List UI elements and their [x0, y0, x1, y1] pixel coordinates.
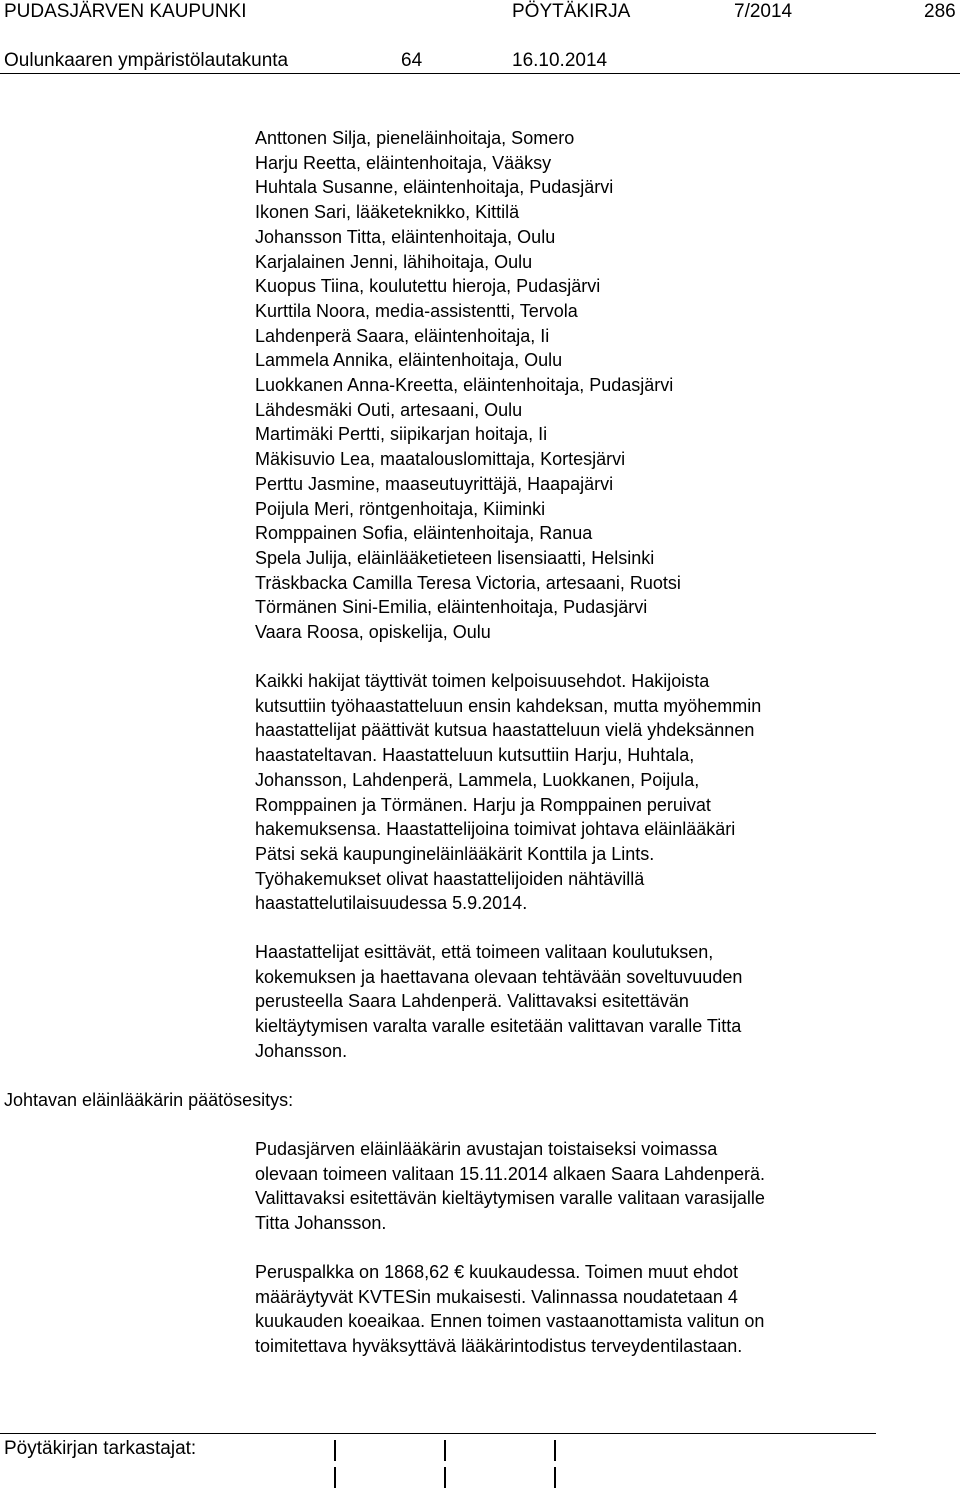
signature-line: [554, 1467, 556, 1488]
signature-line: [444, 1467, 446, 1488]
list-item: Kuopus Tiina, koulutettu hieroja, Pudasjärvi: [255, 276, 601, 297]
list-item: Vaara Roosa, opiskelija, Oulu: [255, 622, 491, 643]
salary-paragraph: Peruspalkka on 1868,62 € kuukaudessa. Toimen muut ehdot määräytyvät KVTESin mukaisesti. Valinnassa noudatetaan 4 kuukauden koeaikaa. Ennen toimen vastaanottamista valitun on toimitettava hyväksyttävä lääkärintodistus terveydentilastaan.: [255, 1262, 765, 1357]
list-item: Harju Reetta, eläintenhoitaja, Vääksy: [255, 152, 552, 173]
list-item: Romppainen Sofia, eläintenhoitaja, Ranua: [255, 523, 593, 544]
list-item: Kurttila Noora, media-assistentti, Tervola: [255, 300, 578, 321]
interviews-paragraph: Kaikki hakijat täyttivät toimen kelpoisuusehdot. Hakijoista kutsuttiin työhaastatteluun ensin kahdeksan, mutta myöhemmin haastattelijat päättivät kutsua haastatteluun vielä yhdeksännen haastateltavan. Haastatteluun kutsuttiin Harju, Huhtala, Johansson, Lahdenperä, Lammela, Luokkanen, Poijula, Romppainen ja Törmänen. Harju ja Romppainen peruivat hakemuksensa. Haastattelijoina toimivat johtava eläinlääkäri Pätsi sekä kaupungineläinlääkärit Konttila ja Lints. Työhakemukset olivat haastattelijoiden nähtävillä haastattelutilaisuudessa 5.9.2014.: [255, 671, 762, 914]
list-item: Lähdesmäki Outi, artesaani, Oulu: [255, 399, 523, 420]
list-item: Johansson Titta, eläintenhoitaja, Oulu: [255, 226, 556, 247]
recommendation-paragraph: Haastattelijat esittävät, että toimeen valitaan koulutuksen, kokemuksen ja haettavana olevaan tehtävään soveltuvuuden perusteella Saara Lahdenperä. Valittavaksi esitettävän kieltäytymisen varalta varalle esitetään valittavan varalle Titta Johansson.: [255, 942, 743, 1061]
committee-name: Oulunkaaren ympäristölautakunta: [4, 50, 289, 71]
list-item: Huhtala Susanne, eläintenhoitaja, Pudasjärvi: [255, 177, 614, 198]
list-item: Martimäki Pertti, siipikarjan hoitaja, Ii: [255, 424, 548, 445]
list-item: Ikonen Sari, lääketeknikko, Kittilä: [255, 202, 520, 223]
list-item: Perttu Jasmine, maaseutuyrittäjä, Haapajärvi: [255, 473, 614, 494]
list-item: Träskbacka Camilla Teresa Victoria, artesaani, Ruotsi: [255, 572, 681, 593]
issue-number: 7/2014: [734, 1, 793, 22]
list-item: Luokkanen Anna-Kreetta, eläintenhoitaja, Pudasjärvi: [255, 375, 674, 396]
signature-line: [444, 1440, 446, 1461]
list-item: Spela Julija, eläinlääketieteen lisensiaatti, Helsinki: [255, 547, 655, 568]
signature-line: [334, 1467, 336, 1488]
list-item: Lahdenperä Saara, eläintenhoitaja, Ii: [255, 325, 550, 346]
footer-rule: [0, 1433, 876, 1434]
list-item: Poijula Meri, röntgenhoitaja, Kiiminki: [255, 498, 546, 519]
page-number: 286: [924, 1, 956, 22]
section-number: 64: [401, 50, 423, 71]
signature-line: [334, 1440, 336, 1461]
reviewers-label: Pöytäkirjan tarkastajat:: [4, 1438, 197, 1459]
list-item: Lammela Annika, eläintenhoitaja, Oulu: [255, 350, 563, 371]
proposal-paragraph: Pudasjärven eläinlääkärin avustajan toistaiseksi voimassa olevaan toimeen valitaan 15.11.2014 alkaen Saara Lahdenperä. Valittavaksi esitettävän kieltäytymisen varalle valitaan varasijalle Titta Johansson.: [255, 1139, 766, 1234]
signature-line: [554, 1440, 556, 1461]
proposal-label: Johtavan eläinlääkärin päätösesitys:: [4, 1090, 294, 1110]
meeting-date: 16.10.2014: [512, 50, 608, 71]
applicant-list: [255, 126, 681, 645]
list-item: Törmänen Sini-Emilia, eläintenhoitaja, Pudasjärvi: [255, 597, 648, 618]
organization-name: PUDASJÄRVEN KAUPUNKI: [4, 1, 247, 22]
list-item: Mäkisuvio Lea, maatalouslomittaja, Kortesjärvi: [255, 449, 626, 470]
list-item: Anttonen Silja, pieneläinhoitaja, Somero: [255, 128, 575, 148]
list-item: Karjalainen Jenni, lähihoitaja, Oulu: [255, 251, 533, 272]
header-rule: [0, 73, 960, 74]
document-type: PÖYTÄKIRJA: [512, 1, 631, 22]
